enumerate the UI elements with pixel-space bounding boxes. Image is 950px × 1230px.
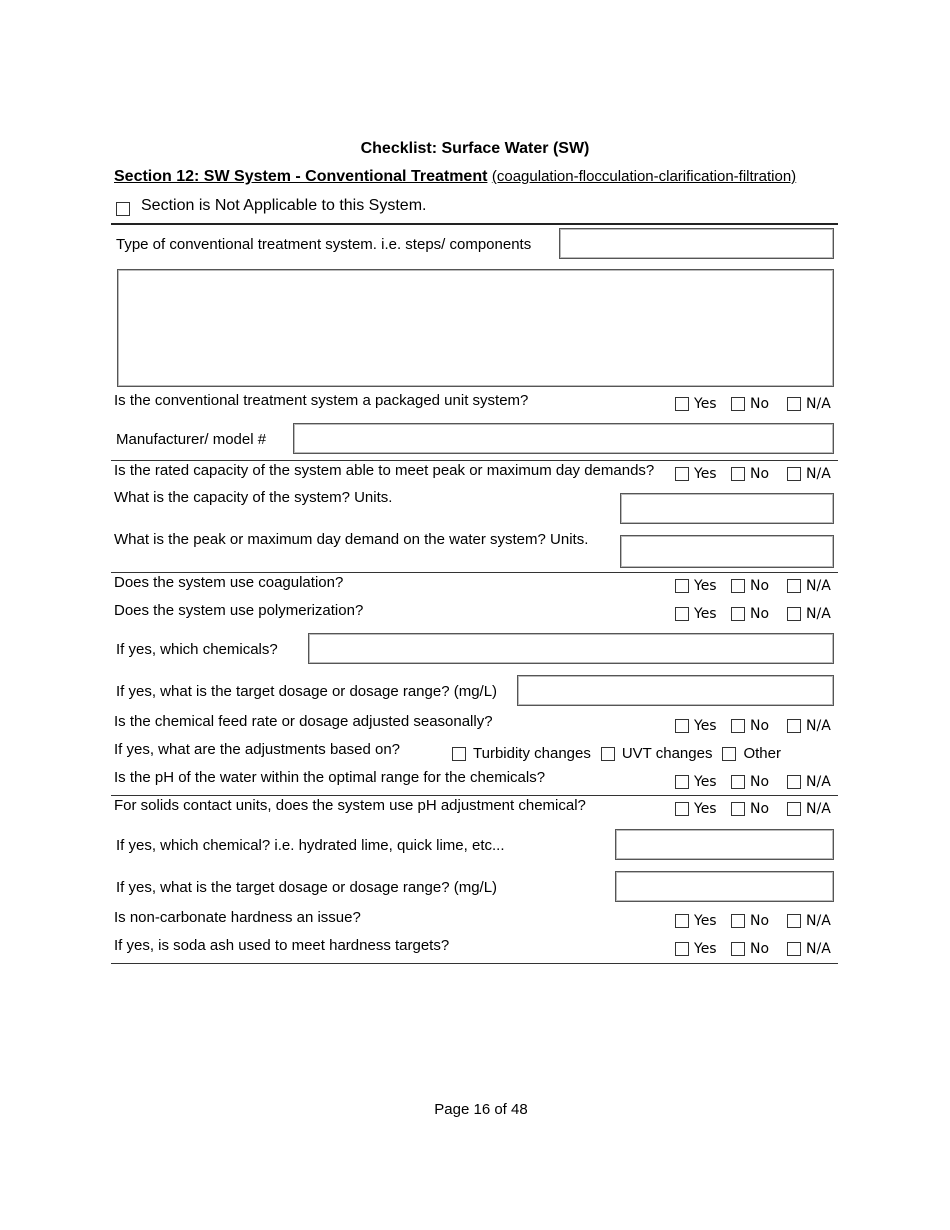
which-chemicals-label: If yes, which chemicals? (116, 641, 278, 658)
ph-optimal-yes[interactable] (675, 774, 731, 790)
target-dosage-ph-input[interactable] (615, 871, 834, 902)
soda-ash-question: If yes, is soda ash used to meet hardness targets? (114, 937, 450, 954)
soda-ash-yes[interactable] (675, 941, 731, 957)
rated-capacity-question: Is the rated capacity of the system able to meet peak or maximum day demands? (114, 462, 655, 479)
packaged-unit-yes[interactable] (675, 396, 731, 412)
polymerization-no[interactable] (731, 606, 787, 622)
uvt-changes-option[interactable] (601, 745, 713, 762)
checkbox[interactable] (675, 719, 689, 733)
target-dosage-input[interactable] (517, 675, 834, 706)
capacity-input[interactable] (620, 493, 834, 524)
section-end-divider (111, 963, 838, 964)
checkbox[interactable] (601, 747, 615, 761)
checkbox[interactable] (731, 397, 745, 411)
peak-demand-input[interactable] (620, 535, 834, 568)
na-label: N/A (806, 774, 831, 790)
checkbox[interactable] (722, 747, 736, 761)
packaged-unit-question: Is the conventional treatment system a packaged unit system? (114, 392, 529, 409)
checkbox[interactable] (787, 802, 801, 816)
packaged-unit-no[interactable] (731, 396, 787, 412)
section-subheading-text: (coagulation-flocculation-clarification-filtration) (491, 168, 797, 185)
no-label: No (750, 606, 770, 622)
ph-optimal-options (675, 774, 831, 790)
page-number: Page 16 of 48 (434, 1101, 528, 1118)
no-label: No (750, 941, 770, 957)
adjustments-question: If yes, what are the adjustments based on? (114, 741, 401, 758)
checkbox[interactable] (675, 467, 689, 481)
solids-contact-question: For solids contact units, does the system use pH adjustment chemical? (114, 797, 586, 814)
rated-capacity-options (675, 466, 831, 482)
divider (111, 795, 838, 796)
checkbox[interactable] (675, 607, 689, 621)
checkbox[interactable] (452, 747, 466, 761)
rated-capacity-na[interactable] (787, 466, 831, 482)
soda-ash-no[interactable] (731, 941, 787, 957)
yes-label: Yes (694, 941, 717, 957)
manufacturer-label: Manufacturer/ model # (116, 431, 267, 448)
feed-rate-options (675, 718, 831, 734)
ph-optimal-no[interactable] (731, 774, 787, 790)
checkbox[interactable] (731, 942, 745, 956)
not-applicable-label: Section is Not Applicable to this System. (141, 197, 427, 214)
checkbox[interactable] (787, 719, 801, 733)
na-label: N/A (806, 578, 831, 594)
ph-optimal-question: Is the pH of the water within the optimal range for the chemicals? (114, 769, 546, 786)
capacity-question: What is the capacity of the system? Units. (114, 489, 393, 506)
uvt-changes-label: UVT changes (621, 745, 713, 762)
rated-capacity-yes[interactable] (675, 466, 731, 482)
other-label: Other (743, 745, 781, 762)
checkbox[interactable] (787, 579, 801, 593)
checkbox[interactable] (731, 802, 745, 816)
checkbox[interactable] (787, 607, 801, 621)
checkbox[interactable] (731, 579, 745, 593)
packaged-unit-na[interactable] (787, 396, 831, 412)
non-carbonate-na[interactable] (787, 913, 831, 929)
yes-label: Yes (694, 606, 717, 622)
checkbox[interactable] (787, 467, 801, 481)
section-heading-text: Section 12: SW System - Conventional Treatment (114, 168, 488, 185)
checkbox[interactable] (787, 914, 801, 928)
no-label: No (750, 801, 770, 817)
feed-rate-question: Is the chemical feed rate or dosage adjusted seasonally? (114, 713, 493, 730)
checkbox[interactable] (675, 579, 689, 593)
solids-contact-no[interactable] (731, 801, 787, 817)
solids-contact-yes[interactable] (675, 801, 731, 817)
checkbox[interactable] (675, 942, 689, 956)
yes-label: Yes (694, 578, 717, 594)
coagulation-no[interactable] (731, 578, 787, 594)
yes-label: Yes (694, 718, 717, 734)
coagulation-options (675, 578, 831, 594)
system-type-input[interactable] (559, 228, 834, 259)
target-dosage-ph-label: If yes, what is the target dosage or dosage range? (mg/L) (116, 879, 498, 896)
soda-ash-na[interactable] (787, 941, 831, 957)
checkbox[interactable] (675, 775, 689, 789)
polymerization-yes[interactable] (675, 606, 731, 622)
polymerization-na[interactable] (787, 606, 831, 622)
which-chemicals-input[interactable] (308, 633, 834, 664)
other-option[interactable] (722, 745, 781, 762)
no-label: No (750, 466, 770, 482)
yes-label: Yes (694, 774, 717, 790)
na-label: N/A (806, 913, 831, 929)
manufacturer-input[interactable] (293, 423, 834, 454)
na-label: N/A (806, 801, 831, 817)
no-label: No (750, 774, 770, 790)
polymerization-options (675, 606, 831, 622)
checkbox[interactable] (787, 397, 801, 411)
coagulation-na[interactable] (787, 578, 831, 594)
checkbox[interactable] (731, 467, 745, 481)
turbidity-changes-option[interactable] (452, 745, 591, 762)
divider (111, 572, 838, 573)
na-label: N/A (806, 606, 831, 622)
non-carbonate-question: Is non-carbonate hardness an issue? (114, 909, 361, 926)
page-title: Checklist: Surface Water (SW) (360, 140, 590, 157)
checkbox[interactable] (731, 775, 745, 789)
no-label: No (750, 718, 770, 734)
non-carbonate-options (675, 913, 831, 929)
which-chemical-ph-input[interactable] (615, 829, 834, 860)
checkbox[interactable] (787, 775, 801, 789)
yes-label: Yes (694, 396, 717, 412)
checkbox[interactable] (675, 914, 689, 928)
checkbox[interactable] (787, 942, 801, 956)
na-label: N/A (806, 941, 831, 957)
checkbox[interactable] (675, 802, 689, 816)
feed-rate-na[interactable] (787, 718, 831, 734)
na-label: N/A (806, 718, 831, 734)
solids-contact-options (675, 801, 831, 817)
na-label: N/A (806, 466, 831, 482)
checkbox[interactable] (731, 607, 745, 621)
target-dosage-label: If yes, what is the target dosage or dosage range? (mg/L) (116, 683, 498, 700)
ph-optimal-na[interactable] (787, 774, 831, 790)
checkbox[interactable] (731, 914, 745, 928)
non-carbonate-no[interactable] (731, 913, 787, 929)
yes-label: Yes (694, 466, 717, 482)
no-label: No (750, 396, 770, 412)
yes-label: Yes (694, 913, 717, 929)
adjustment-options (452, 745, 791, 762)
no-label: No (750, 913, 770, 929)
feed-rate-yes[interactable] (675, 718, 731, 734)
coagulation-yes[interactable] (675, 578, 731, 594)
solids-contact-na[interactable] (787, 801, 831, 817)
peak-demand-question: What is the peak or maximum day demand on the water system? Units. (114, 531, 589, 548)
turbidity-changes-label: Turbidity changes (473, 745, 591, 762)
system-components-textarea[interactable] (117, 269, 834, 387)
not-applicable-row (116, 196, 426, 216)
non-carbonate-yes[interactable] (675, 913, 731, 929)
section-divider (111, 223, 838, 225)
na-label: N/A (806, 396, 831, 412)
soda-ash-options (675, 941, 831, 957)
polymerization-question: Does the system use polymerization? (114, 602, 364, 619)
system-type-label: Type of conventional treatment system. i.e. steps/ components (116, 236, 532, 253)
checkbox[interactable] (731, 719, 745, 733)
which-chemical-ph-label: If yes, which chemical? i.e. hydrated lime, quick lime, etc... (116, 837, 505, 854)
packaged-unit-options (675, 396, 831, 412)
checkbox[interactable] (675, 397, 689, 411)
rated-capacity-no[interactable] (731, 466, 787, 482)
not-applicable-checkbox[interactable] (116, 202, 130, 216)
no-label: No (750, 578, 770, 594)
divider (111, 460, 838, 461)
feed-rate-no[interactable] (731, 718, 787, 734)
section-heading (114, 168, 796, 186)
yes-label: Yes (694, 801, 717, 817)
coagulation-question: Does the system use coagulation? (114, 574, 344, 591)
